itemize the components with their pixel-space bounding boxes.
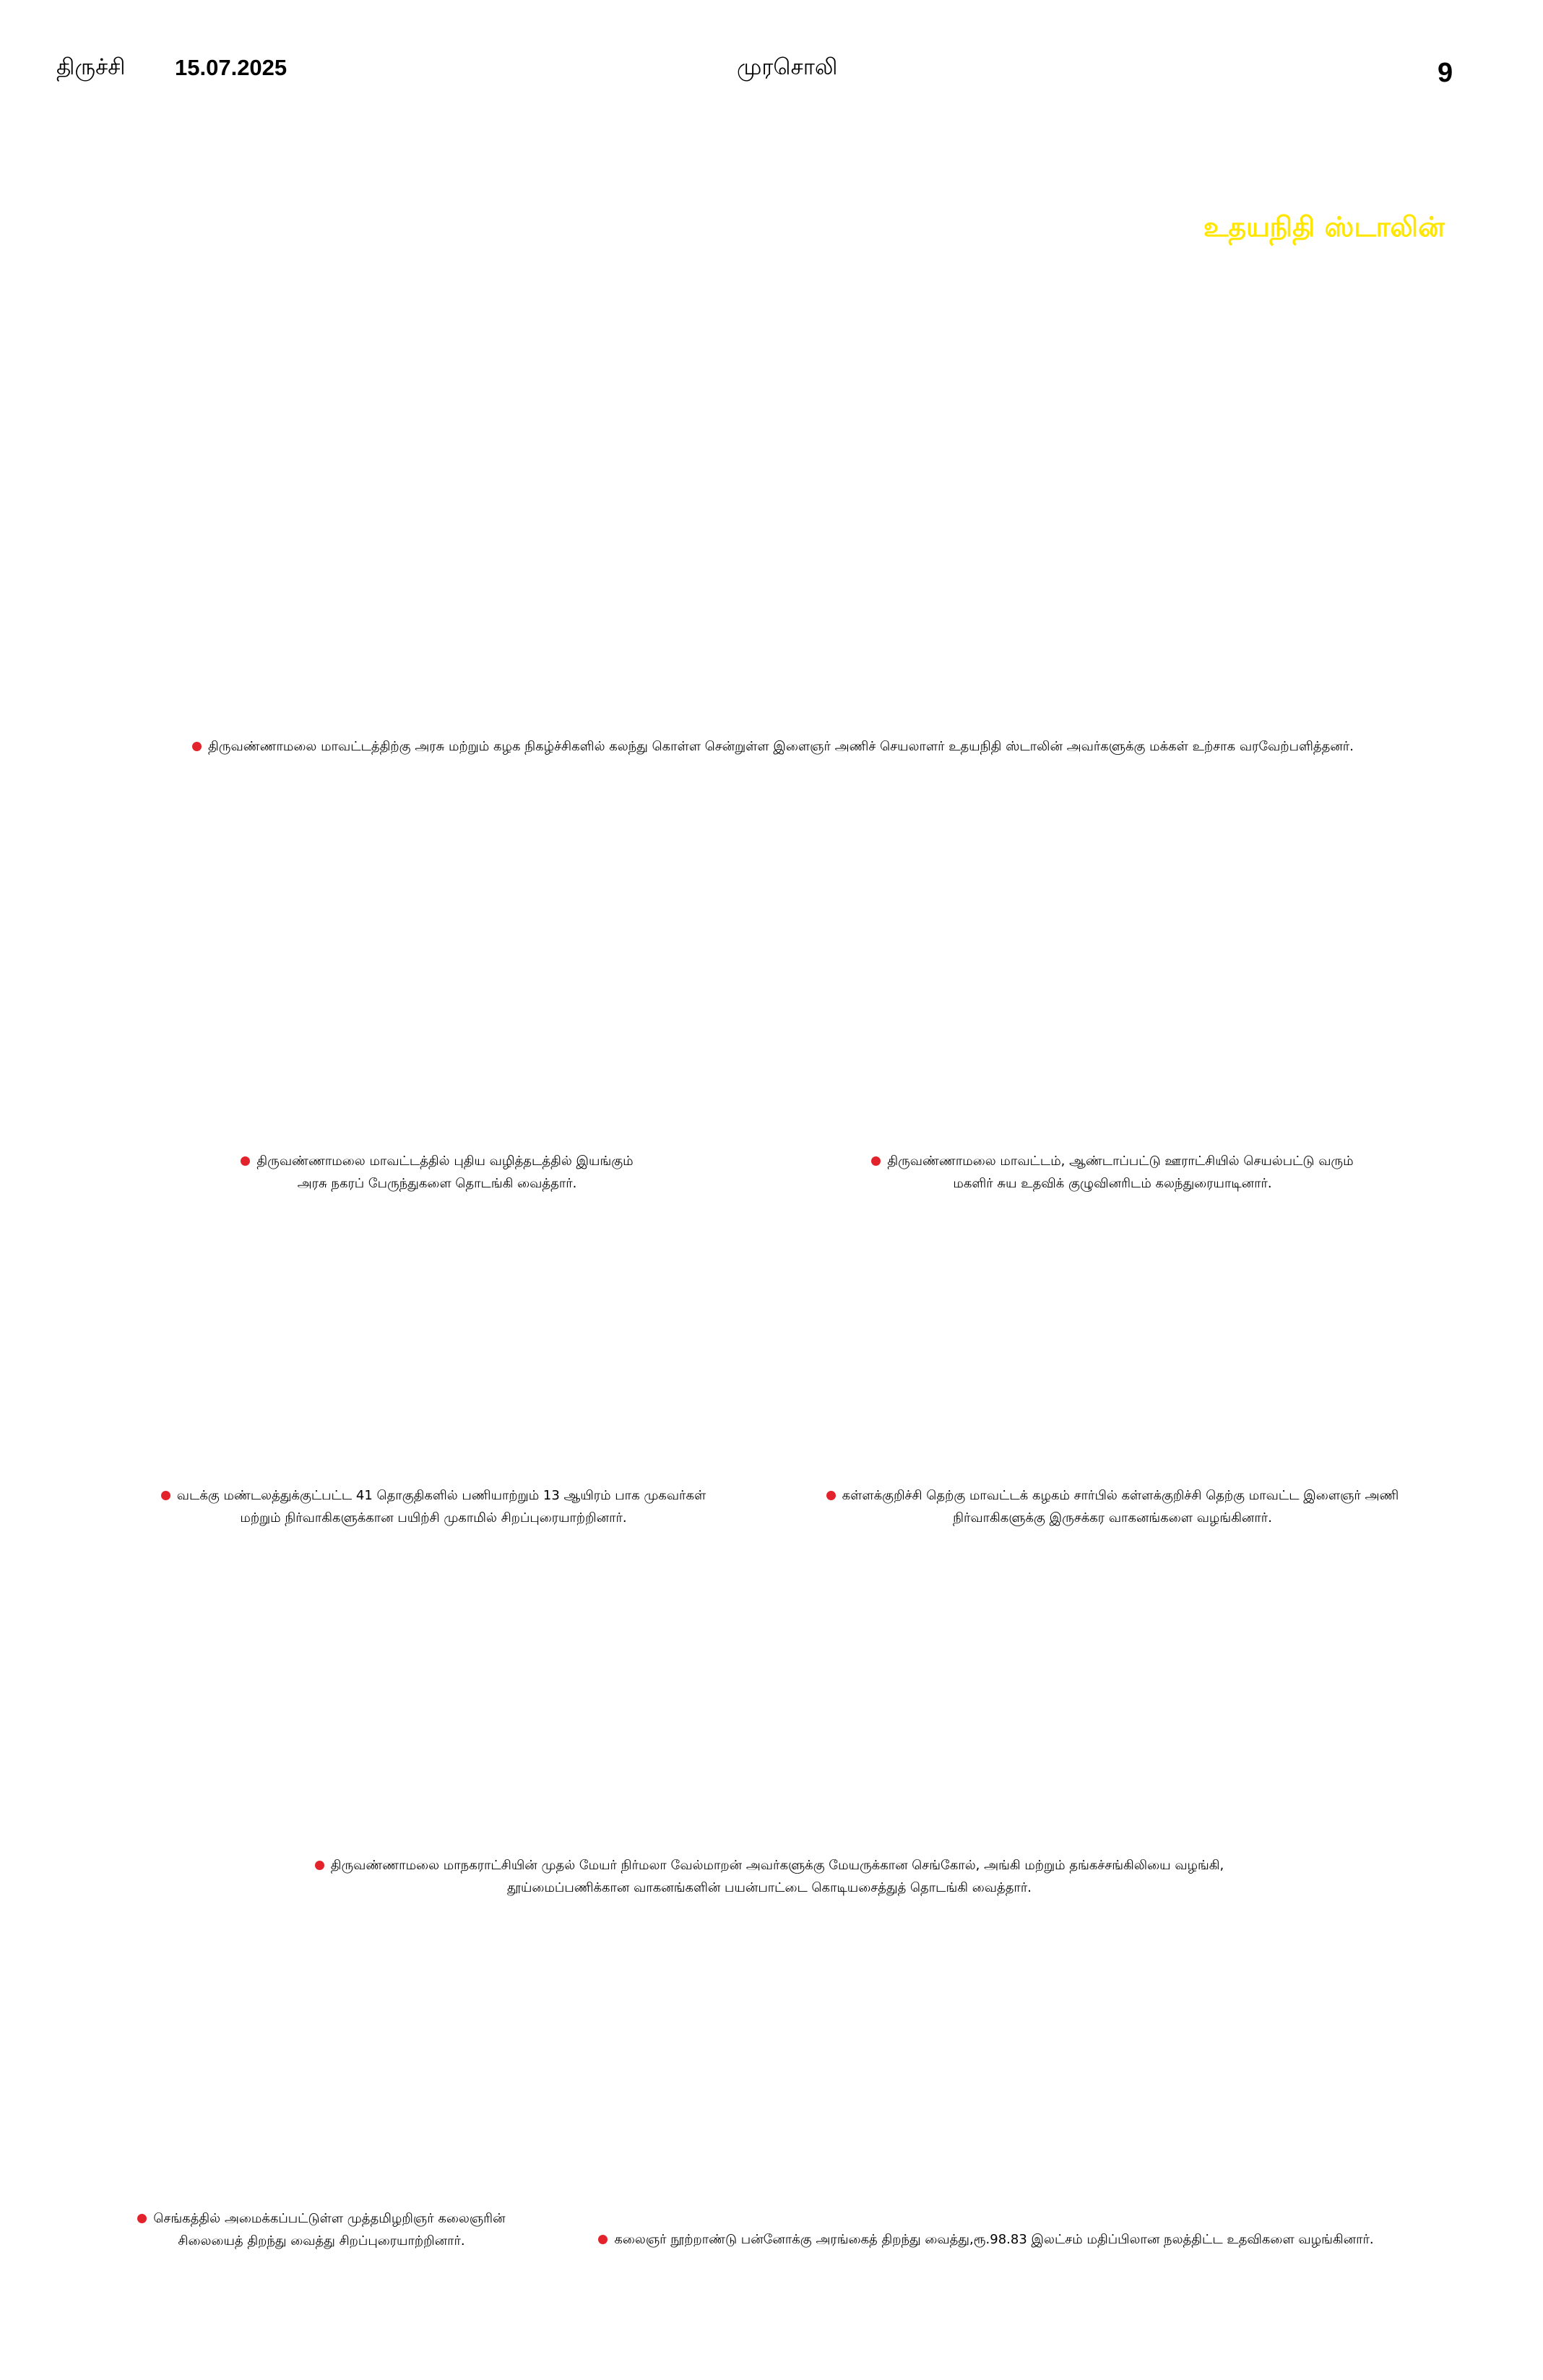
caption-text: திருவண்ணாமலை மாவட்டத்திற்கு அரசு மற்றும் கழக நிகழ்ச்சிகளில் கலந்து கொள்ள சென்றுள்ள இளைஞர் அணிச் செயலாளர் உதயநிதி ஸ்டாலின் அவர்களுக்கு மக்கள் உற்சாக வரவேற்பளித்தனர். [208, 739, 1354, 754]
caption-line: நிர்வாகிகளுக்கு இருசக்கர வாகனங்களை வழங்கினார். [953, 1510, 1272, 1526]
caption-line [238, 1854, 1300, 1877]
bullet-icon [137, 2214, 147, 2223]
caption-line: அரசு நகரப் பேருந்துகளை தொடங்கி வைத்தார். [297, 1176, 577, 1191]
caption-line [108, 1484, 758, 1507]
headline: உதயநிதி ஸ்டாலின் [1203, 211, 1445, 243]
caption-line [188, 1150, 686, 1172]
photo-caption-6 [238, 1854, 1300, 1899]
bullet-icon [192, 742, 202, 751]
caption-line [94, 2207, 549, 2230]
photo-caption-1 [137, 735, 1409, 758]
caption-line: சிலையைத் திறந்து வைத்து சிறப்புரையாற்றினார். [178, 2233, 465, 2249]
photo-caption-5 [773, 1484, 1452, 1529]
bullet-icon [241, 1156, 250, 1166]
photo-caption-8 [578, 2228, 1394, 2251]
caption-line [137, 735, 1409, 758]
header-paper-name: முரசொலி [737, 54, 838, 80]
photo-caption-7 [94, 2207, 549, 2252]
caption-text: திருவண்ணாமலை மாவட்டத்தில் புதிய வழித்தடத்தில் இயங்கும் [256, 1154, 634, 1169]
caption-line: மகளிர் சுய உதவிக் குழுவினரிடம் கலந்துரையாடினார். [953, 1176, 1272, 1191]
bullet-icon [598, 2235, 608, 2244]
caption-text: திருவண்ணாமலை மாவட்டம், ஆண்டாப்பட்டு ஊராட்சியில் செயல்பட்டு வரும் [887, 1154, 1354, 1169]
caption-text: கலைஞர் நூற்றாண்டு பன்னோக்கு அரங்கைத் திறந்து வைத்து,ரூ.98.83 இலட்சம் மதிப்பிலான நலத்திட்ட உதவிகளை வழங்கினார். [614, 2232, 1374, 2247]
photo-caption-4 [108, 1484, 758, 1529]
caption-line [578, 2228, 1394, 2251]
caption-text: செங்கத்தில் அமைக்கப்பட்டுள்ள முத்தமிழறிஞர் கலைஞரின் [153, 2211, 506, 2226]
caption-text: வடக்கு மண்டலத்துக்குட்பட்ட 41 தொகுதிகளில் பணியாற்றும் 13 ஆயிரம் பாக முகவர்கள் [176, 1488, 706, 1503]
header-date: 15.07.2025 [175, 55, 288, 80]
caption-text: திருவண்ணாமலை மாநகராட்சியின் முதல் மேயர் நிர்மலா வேல்மாறன் அவர்களுக்கு மேயருக்கான செங்கோல், அங்கி மற்றும் தங்கச்சங்கிலியை வழங்கி, [330, 1858, 1224, 1873]
caption-line: தூய்மைப்பணிக்கான வாகனங்களின் பயன்பாட்டை கொடியசைத்துத் தொடங்கி வைத்தார். [507, 1880, 1032, 1895]
bullet-icon [315, 1861, 324, 1870]
caption-line [795, 1150, 1430, 1172]
header-city: திருச்சி [56, 54, 126, 80]
photo-caption-3 [795, 1150, 1430, 1195]
caption-line: மற்றும் நிர்வாகிகளுக்கான பயிற்சி முகாமில் சிறப்புரையாற்றினார். [240, 1510, 627, 1526]
caption-text: கள்ளக்குறிச்சி தெற்கு மாவட்டக் கழகம் சார்பில் கள்ளக்குறிச்சி தெற்கு மாவட்ட இளைஞர் அணி [842, 1488, 1399, 1503]
bullet-icon [826, 1491, 836, 1500]
bullet-icon [161, 1491, 170, 1500]
bullet-icon [871, 1156, 881, 1166]
photo-caption-2 [188, 1150, 686, 1195]
header-page-number: 9 [1438, 58, 1453, 88]
caption-line [773, 1484, 1452, 1507]
